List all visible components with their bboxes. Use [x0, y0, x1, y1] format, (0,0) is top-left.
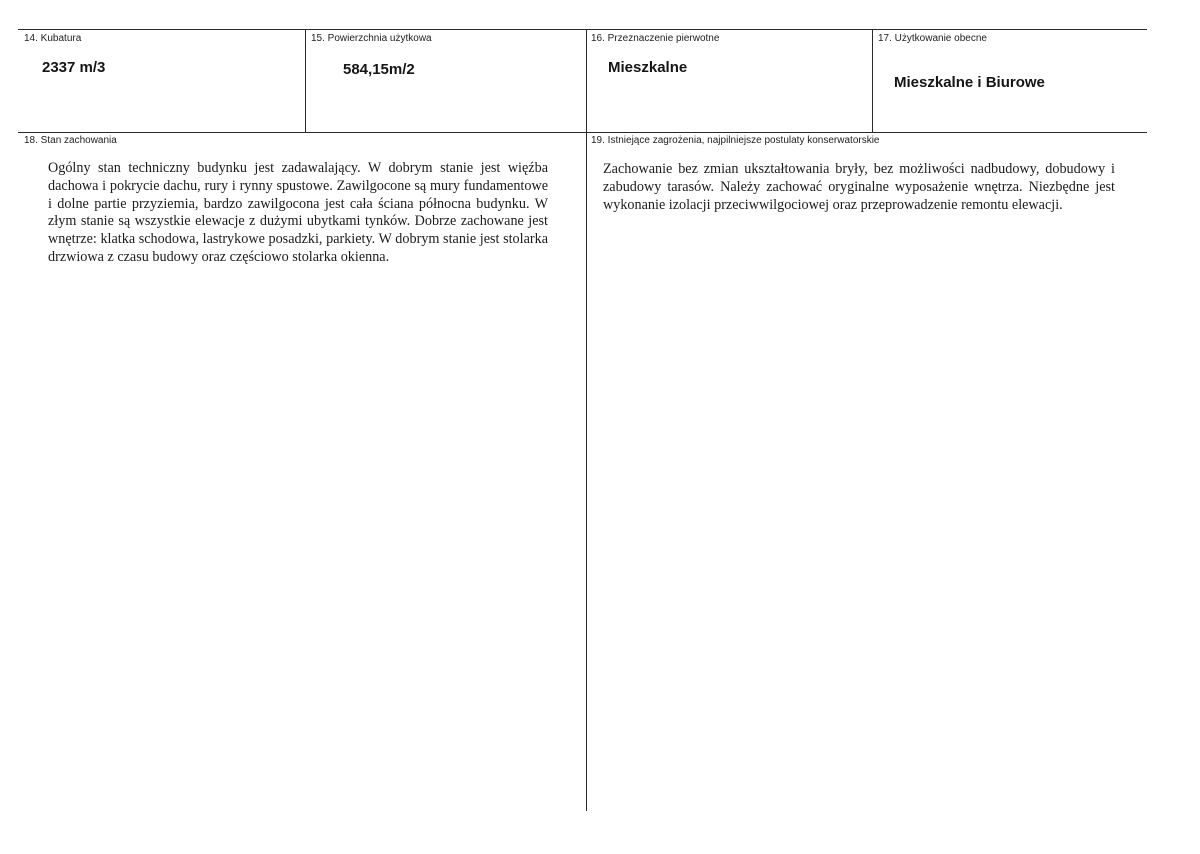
przeznaczenie-label: 16. Przeznaczenie pierwotne — [591, 33, 720, 44]
przeznaczenie-value: Mieszkalne — [608, 59, 688, 76]
stan-text — [48, 160, 548, 267]
uzytkowanie-value: Mieszkalne i Biurowe — [894, 74, 1045, 91]
stan-paragraph: Ogólny stan techniczny budynku jest zadawalający. W dobrym stanie jest więźba dachowa i pokrycie dachu, rury i rynny spustowe. Zawilgocone są mury fundamentowe i dolne partie przyziemia, bardzo zawilgocona jest cała ściana północna budynku. W złym stanie są wszystkie elewacje z dużymi ubytkami tynków. Dobrze zachowane jest wnętrze: klatka schodowa, lastrykowe posadzki, parkiety. W dobrym stanie jest stolarka drzwiowa z czasu budowy oraz częściowo stolarka okienna. — [48, 160, 548, 265]
zagrozenia-text — [603, 161, 1115, 214]
section-divider — [18, 132, 1147, 133]
zagrozenia-paragraph: Zachowanie bez zmian ukształtowania bryły, bez możliwości nadbudowy, dobudowy i zabudowy tarasów. Należy zachować oryginalne wyposażenie wnętrza. Niezbędne jest wykonanie izolacji przeciwwilgociowej oraz przeprowadzenie remontu elewacji. — [603, 161, 1115, 213]
top-border — [18, 29, 1147, 30]
powierzchnia-label: 15. Powierzchnia użytkowa — [311, 33, 432, 44]
divider-14-15 — [305, 29, 306, 133]
zagrozenia-label: 19. Istniejące zagrożenia, najpilniejsze postulaty konserwatorskie — [591, 135, 880, 146]
kubatura-label: 14. Kubatura — [24, 33, 82, 44]
stan-label: 18. Stan zachowania — [24, 135, 117, 146]
divider-center — [586, 29, 587, 811]
divider-16-17 — [872, 29, 873, 133]
uzytkowanie-label: 17. Użytkowanie obecne — [878, 33, 987, 44]
kubatura-value: 2337 m/3 — [42, 59, 106, 76]
powierzchnia-value: 584,15m/2 — [343, 61, 415, 78]
